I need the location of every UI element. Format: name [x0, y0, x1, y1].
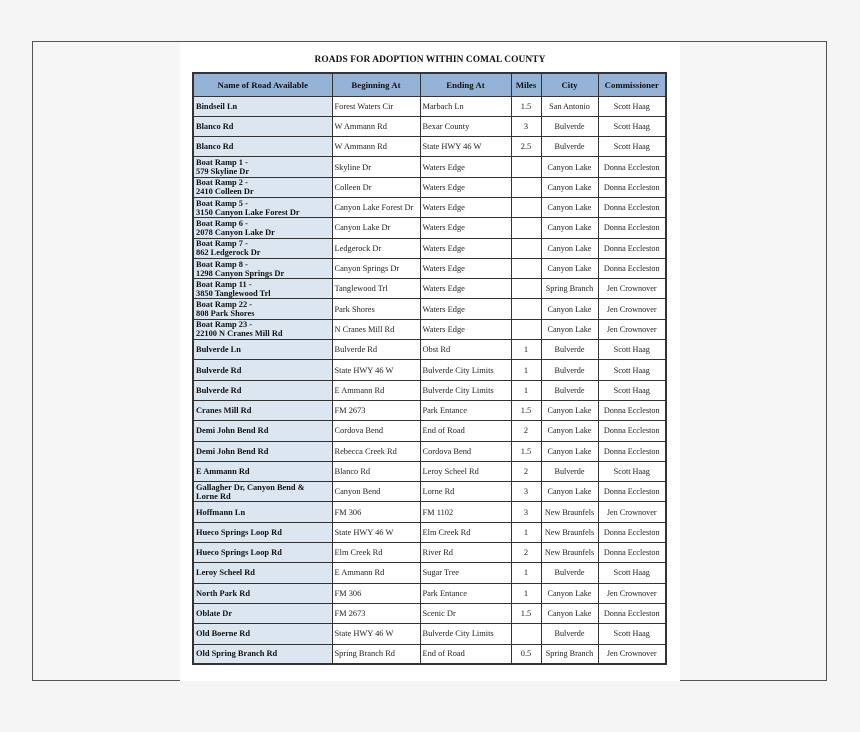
miles-cell — [511, 279, 541, 299]
road-name-line1: Hoffmann Ln — [196, 507, 246, 517]
miles-cell: 3 — [511, 116, 541, 136]
road-name-line1: Gallagher Dr, Canyon Bend & — [196, 482, 305, 492]
city-cell: New Braunfels — [541, 543, 598, 563]
beginning-at-cell: E Ammann Rd — [332, 380, 420, 400]
city-cell: Canyon Lake — [541, 299, 598, 319]
beginning-at-cell: State HWY 46 W — [332, 360, 420, 380]
beginning-at-cell: Canyon Lake Dr — [332, 218, 420, 238]
miles-cell: 1.5 — [511, 96, 541, 116]
beginning-at-cell: FM 306 — [332, 583, 420, 603]
road-name-cell — [193, 177, 332, 197]
road-name-line2: 22100 N Cranes Mill Rd — [196, 329, 283, 339]
city-cell: San Antonio — [541, 96, 598, 116]
miles-cell: 2 — [511, 543, 541, 563]
city-cell: Bulverde — [541, 137, 598, 157]
commissioner-cell: Donna Eccleston — [598, 543, 666, 563]
road-name-line1: Boat Ramp 7 - — [196, 239, 248, 249]
road-name-line1: Boat Ramp 23 - — [196, 320, 253, 330]
city-cell: Canyon Lake — [541, 319, 598, 339]
road-name-cell — [193, 502, 332, 522]
miles-cell — [511, 319, 541, 339]
beginning-at-cell: Bulverde Rd — [332, 340, 420, 360]
column-header-commissioner: Commissioner — [598, 73, 666, 96]
miles-cell — [511, 157, 541, 177]
ending-at-cell: End of Road — [420, 644, 511, 664]
road-name-cell — [193, 340, 332, 360]
road-name-line1: Oblate Dr — [196, 609, 233, 619]
commissioner-cell: Scott Haag — [598, 380, 666, 400]
miles-cell — [511, 624, 541, 644]
beginning-at-cell: Rebecca Creek Rd — [332, 441, 420, 461]
road-name-line1: Bulverde Ln — [196, 345, 241, 355]
miles-cell: 1 — [511, 340, 541, 360]
beginning-at-cell: Park Shores — [332, 299, 420, 319]
city-cell: Bulverde — [541, 360, 598, 380]
beginning-at-cell: FM 2673 — [332, 603, 420, 623]
road-name-line1: Bindseil Ln — [196, 101, 238, 111]
commissioner-cell: Jen Crownover — [598, 583, 666, 603]
ending-at-cell: Marbach Ln — [420, 96, 511, 116]
commissioner-cell: Donna Eccleston — [598, 218, 666, 238]
ending-at-cell: Bulverde City Limits — [420, 380, 511, 400]
commissioner-cell: Donna Eccleston — [598, 421, 666, 441]
miles-cell — [511, 218, 541, 238]
miles-cell: 2.5 — [511, 137, 541, 157]
road-name-cell — [193, 624, 332, 644]
city-cell: Canyon Lake — [541, 258, 598, 278]
miles-cell — [511, 258, 541, 278]
table-row — [193, 522, 666, 542]
road-name-line1: Boat Ramp 1 - — [196, 158, 248, 168]
table-row — [193, 360, 666, 380]
beginning-at-cell: Canyon Bend — [332, 482, 420, 502]
city-cell: Canyon Lake — [541, 441, 598, 461]
city-cell: Bulverde — [541, 624, 598, 644]
city-cell: Canyon Lake — [541, 421, 598, 441]
city-cell: Bulverde — [541, 563, 598, 583]
beginning-at-cell: FM 2673 — [332, 400, 420, 420]
road-name-line1: Boat Ramp 22 - — [196, 300, 253, 310]
miles-cell: 3 — [511, 482, 541, 502]
commissioner-cell: Scott Haag — [598, 116, 666, 136]
commissioner-cell: Donna Eccleston — [598, 238, 666, 258]
column-header-city: City — [541, 73, 598, 96]
road-name-cell — [193, 563, 332, 583]
miles-cell: 2 — [511, 421, 541, 441]
miles-cell — [511, 177, 541, 197]
city-cell: Canyon Lake — [541, 197, 598, 217]
road-name-cell — [193, 157, 332, 177]
table-row — [193, 644, 666, 664]
road-name-cell — [193, 421, 332, 441]
city-cell: Bulverde — [541, 340, 598, 360]
ending-at-cell: Lorne Rd — [420, 482, 511, 502]
column-header-ending: Ending At — [420, 73, 511, 96]
road-name-line1: Blanco Rd — [196, 142, 234, 152]
ending-at-cell: Park Entance — [420, 400, 511, 420]
commissioner-cell: Jen Crownover — [598, 279, 666, 299]
beginning-at-cell: W Ammann Rd — [332, 116, 420, 136]
table-row — [193, 441, 666, 461]
commissioner-cell: Scott Haag — [598, 360, 666, 380]
ending-at-cell: Waters Edge — [420, 238, 511, 258]
beginning-at-cell: Tanglewood Trl — [332, 279, 420, 299]
beginning-at-cell: W Ammann Rd — [332, 137, 420, 157]
commissioner-cell: Jen Crownover — [598, 502, 666, 522]
road-name-line1: Blanco Rd — [196, 121, 234, 131]
commissioner-cell: Jen Crownover — [598, 644, 666, 664]
road-name-cell — [193, 482, 332, 502]
road-name-cell — [193, 197, 332, 217]
miles-cell — [511, 197, 541, 217]
road-name-line2: 3150 Canyon Lake Forest Dr — [196, 207, 300, 217]
beginning-at-cell: Ledgerock Dr — [332, 238, 420, 258]
commissioner-cell: Donna Eccleston — [598, 482, 666, 502]
miles-cell: 0.5 — [511, 644, 541, 664]
commissioner-cell: Donna Eccleston — [598, 441, 666, 461]
table-row — [193, 238, 666, 258]
road-name-cell — [193, 258, 332, 278]
ending-at-cell: End of Road — [420, 421, 511, 441]
commissioner-cell: Scott Haag — [598, 461, 666, 481]
table-row — [193, 543, 666, 563]
table-row — [193, 218, 666, 238]
commissioner-cell: Donna Eccleston — [598, 157, 666, 177]
road-name-line1: Demi John Bend Rd — [196, 426, 269, 436]
ending-at-cell: Waters Edge — [420, 157, 511, 177]
road-name-line1: Boat Ramp 8 - — [196, 259, 248, 269]
column-header-miles: Miles — [511, 73, 541, 96]
road-name-cell — [193, 644, 332, 664]
road-name-line2: 3850 Tanglewood Trl — [196, 288, 271, 298]
column-header-name: Name of Road Available — [193, 73, 332, 96]
beginning-at-cell: State HWY 46 W — [332, 624, 420, 644]
table-row — [193, 157, 666, 177]
road-name-line1: Cranes Mill Rd — [196, 406, 252, 416]
beginning-at-cell: State HWY 46 W — [332, 522, 420, 542]
ending-at-cell: Scenic Dr — [420, 603, 511, 623]
miles-cell: 1 — [511, 380, 541, 400]
beginning-at-cell: E Ammann Rd — [332, 563, 420, 583]
beginning-at-cell: Blanco Rd — [332, 461, 420, 481]
road-name-line1: Bulverde Rd — [196, 385, 242, 395]
road-name-line1: Old Boerne Rd — [196, 629, 250, 639]
table-row — [193, 319, 666, 339]
road-name-line1: Leroy Scheel Rd — [196, 568, 255, 578]
beginning-at-cell: Cordova Bend — [332, 421, 420, 441]
table-row — [193, 400, 666, 420]
road-name-cell — [193, 360, 332, 380]
road-name-cell — [193, 137, 332, 157]
road-name-cell — [193, 543, 332, 563]
ending-at-cell: Bexar County — [420, 116, 511, 136]
ending-at-cell: Waters Edge — [420, 279, 511, 299]
ending-at-cell: Elm Creek Rd — [420, 522, 511, 542]
city-cell: Canyon Lake — [541, 603, 598, 623]
ending-at-cell: State HWY 46 W — [420, 137, 511, 157]
road-name-line1: Bulverde Rd — [196, 365, 242, 375]
miles-cell: 1.5 — [511, 441, 541, 461]
city-cell: Canyon Lake — [541, 157, 598, 177]
roads-table — [192, 72, 667, 665]
commissioner-cell: Donna Eccleston — [598, 197, 666, 217]
ending-at-cell: FM 1102 — [420, 502, 511, 522]
table-row — [193, 197, 666, 217]
road-name-line1: Boat Ramp 6 - — [196, 218, 248, 228]
road-name-line1: Hueco Springs Loop Rd — [196, 527, 282, 537]
city-cell: Spring Branch — [541, 644, 598, 664]
road-name-line1: North Park Rd — [196, 588, 250, 598]
city-cell: Canyon Lake — [541, 400, 598, 420]
city-cell: New Braunfels — [541, 502, 598, 522]
road-name-cell — [193, 441, 332, 461]
commissioner-cell: Jen Crownover — [598, 299, 666, 319]
ending-at-cell: Bulverde City Limits — [420, 624, 511, 644]
commissioner-cell: Scott Haag — [598, 563, 666, 583]
road-name-cell — [193, 380, 332, 400]
commissioner-cell: Scott Haag — [598, 624, 666, 644]
ending-at-cell: Waters Edge — [420, 319, 511, 339]
table-header-row — [193, 73, 666, 96]
beginning-at-cell: Colleen Dr — [332, 177, 420, 197]
road-name-line1: Old Spring Branch Rd — [196, 649, 278, 659]
beginning-at-cell: Spring Branch Rd — [332, 644, 420, 664]
miles-cell: 1 — [511, 563, 541, 583]
commissioner-cell: Jen Crownover — [598, 319, 666, 339]
road-name-line1: E Ammann Rd — [196, 466, 250, 476]
table-row — [193, 299, 666, 319]
column-header-beginning: Beginning At — [332, 73, 420, 96]
commissioner-cell: Donna Eccleston — [598, 177, 666, 197]
ending-at-cell: Waters Edge — [420, 197, 511, 217]
table-row — [193, 624, 666, 644]
road-name-line1: Boat Ramp 5 - — [196, 198, 248, 208]
miles-cell: 1 — [511, 522, 541, 542]
table-row — [193, 96, 666, 116]
miles-cell — [511, 238, 541, 258]
beginning-at-cell: Forest Waters Cir — [332, 96, 420, 116]
page-title: ROADS FOR ADOPTION WITHIN COMAL COUNTY — [314, 55, 546, 65]
road-name-line1: Demi John Bend Rd — [196, 446, 269, 456]
road-name-line2: 579 Skyline Dr — [196, 167, 250, 177]
road-name-line2: 2410 Colleen Dr — [196, 187, 254, 197]
road-name-line1: Boat Ramp 2 - — [196, 178, 248, 188]
ending-at-cell: Waters Edge — [420, 218, 511, 238]
commissioner-cell: Donna Eccleston — [598, 400, 666, 420]
ending-at-cell: Cordova Bend — [420, 441, 511, 461]
table-row — [193, 380, 666, 400]
table-row — [193, 279, 666, 299]
table-row — [193, 116, 666, 136]
road-name-cell — [193, 400, 332, 420]
table-row — [193, 563, 666, 583]
ending-at-cell: Waters Edge — [420, 258, 511, 278]
road-name-line1: Boat Ramp 11 - — [196, 279, 252, 289]
road-name-cell — [193, 603, 332, 623]
road-name-line2: 2078 Canyon Lake Dr — [196, 227, 275, 237]
beginning-at-cell: Canyon Springs Dr — [332, 258, 420, 278]
beginning-at-cell: FM 306 — [332, 502, 420, 522]
ending-at-cell: Waters Edge — [420, 299, 511, 319]
table-row — [193, 583, 666, 603]
commissioner-cell: Donna Eccleston — [598, 258, 666, 278]
road-name-cell — [193, 96, 332, 116]
city-cell: New Braunfels — [541, 522, 598, 542]
document-page — [180, 42, 680, 681]
city-cell: Bulverde — [541, 380, 598, 400]
table-row — [193, 258, 666, 278]
city-cell: Canyon Lake — [541, 238, 598, 258]
road-name-line2: 808 Park Shores — [196, 309, 255, 319]
table-row — [193, 340, 666, 360]
city-cell: Canyon Lake — [541, 583, 598, 603]
road-name-cell — [193, 319, 332, 339]
road-name-line1: Hueco Springs Loop Rd — [196, 548, 282, 558]
table-row — [193, 603, 666, 623]
city-cell: Canyon Lake — [541, 218, 598, 238]
road-name-cell — [193, 116, 332, 136]
ending-at-cell: Waters Edge — [420, 177, 511, 197]
road-name-cell — [193, 461, 332, 481]
road-name-cell — [193, 583, 332, 603]
beginning-at-cell: Skyline Dr — [332, 157, 420, 177]
miles-cell: 1 — [511, 583, 541, 603]
table-row — [193, 137, 666, 157]
beginning-at-cell: Elm Creek Rd — [332, 543, 420, 563]
road-name-line2: Lorne Rd — [196, 491, 231, 501]
miles-cell: 1 — [511, 360, 541, 380]
city-cell: Spring Branch — [541, 279, 598, 299]
city-cell: Bulverde — [541, 461, 598, 481]
road-name-line2: 1298 Canyon Springs Dr — [196, 268, 285, 278]
ending-at-cell: River Rd — [420, 543, 511, 563]
table-row — [193, 421, 666, 441]
table-row — [193, 177, 666, 197]
road-name-cell — [193, 522, 332, 542]
city-cell: Canyon Lake — [541, 177, 598, 197]
miles-cell: 2 — [511, 461, 541, 481]
road-name-cell — [193, 279, 332, 299]
road-name-cell — [193, 218, 332, 238]
miles-cell — [511, 299, 541, 319]
city-cell: Canyon Lake — [541, 482, 598, 502]
table-row — [193, 461, 666, 481]
miles-cell: 1.5 — [511, 400, 541, 420]
city-cell: Bulverde — [541, 116, 598, 136]
beginning-at-cell: N Cranes Mill Rd — [332, 319, 420, 339]
road-name-line2: 862 Ledgerock Dr — [196, 248, 261, 258]
table-row — [193, 482, 666, 502]
ending-at-cell: Obst Rd — [420, 340, 511, 360]
commissioner-cell: Donna Eccleston — [598, 522, 666, 542]
table-row — [193, 502, 666, 522]
ending-at-cell: Park Entance — [420, 583, 511, 603]
road-name-cell — [193, 238, 332, 258]
commissioner-cell: Scott Haag — [598, 137, 666, 157]
beginning-at-cell: Canyon Lake Forest Dr — [332, 197, 420, 217]
ending-at-cell: Leroy Scheel Rd — [420, 461, 511, 481]
ending-at-cell: Bulverde City Limits — [420, 360, 511, 380]
ending-at-cell: Sugar Tree — [420, 563, 511, 583]
commissioner-cell: Scott Haag — [598, 96, 666, 116]
commissioner-cell: Scott Haag — [598, 340, 666, 360]
miles-cell: 1.5 — [511, 603, 541, 623]
commissioner-cell: Donna Eccleston — [598, 603, 666, 623]
miles-cell: 3 — [511, 502, 541, 522]
road-name-cell — [193, 299, 332, 319]
